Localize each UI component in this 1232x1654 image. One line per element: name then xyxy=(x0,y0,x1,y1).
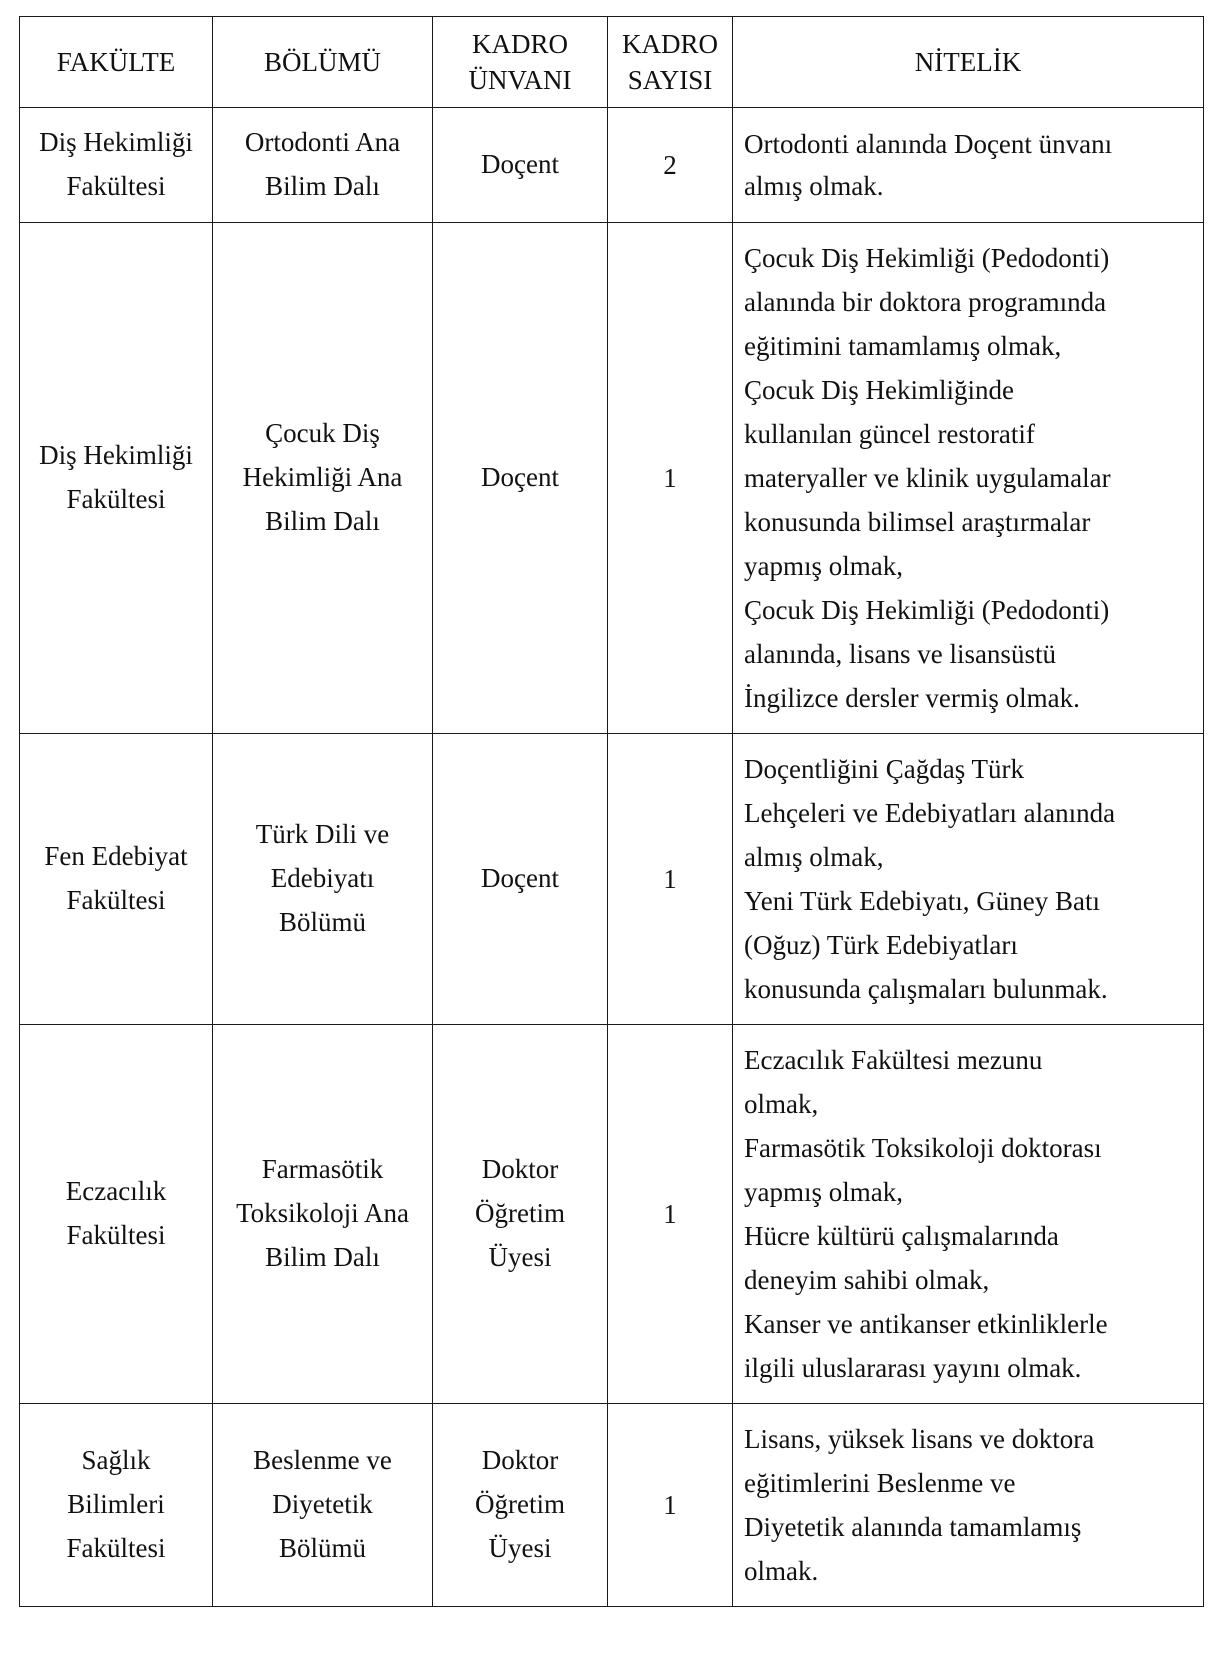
text-line: alanında, lisans ve lisansüstü xyxy=(744,639,1056,669)
text-line: Doçent xyxy=(481,863,559,893)
text-line: Çocuk Diş Hekimliği (Pedodonti) xyxy=(744,595,1110,625)
text-line: eğitimlerini Beslenme ve xyxy=(744,1468,1016,1498)
text-line: Doktor xyxy=(481,1445,559,1475)
header-kadro-unvani xyxy=(433,17,608,108)
cell-kadro-sayisi: 1 xyxy=(608,734,733,1025)
text-line: Diyetetik alanında tamamlamış xyxy=(744,1512,1082,1542)
text-line: Diş Hekimliği xyxy=(39,440,193,470)
text-line: ÜNVANI xyxy=(468,65,572,95)
cell-kadro-sayisi: 2 xyxy=(608,108,733,223)
text-line: olmak. xyxy=(744,1556,819,1586)
text-line: Üyesi xyxy=(488,1533,552,1563)
text-line: alanında bir doktora programında xyxy=(744,287,1107,317)
cell-fakulte xyxy=(20,734,213,1025)
text-line: Doçentliğini Çağdaş Türk xyxy=(744,754,1024,784)
text-line: konusunda bilimsel araştırmalar xyxy=(744,507,1091,537)
cell-kadro-unvani xyxy=(433,1404,608,1607)
text-line: (Oğuz) Türk Edebiyatları xyxy=(744,930,1018,960)
text-line: Çocuk Diş xyxy=(265,418,380,448)
text-line: konusunda çalışmaları bulunmak. xyxy=(744,974,1108,1004)
text-line: Diş Hekimliği xyxy=(39,127,193,157)
text-line: Türk Dili ve xyxy=(255,819,390,849)
text-line: Ortodonti alanında Doçent ünvanı xyxy=(744,129,1113,159)
text-line: Bölümü xyxy=(278,1533,366,1563)
text-line: Yeni Türk Edebiyatı, Güney Batı xyxy=(744,886,1100,916)
text-line: Öğretim xyxy=(475,1198,565,1228)
table-row xyxy=(20,223,1204,734)
text-line: Fakültesi xyxy=(66,885,166,915)
text-line: KADRO xyxy=(471,29,568,59)
kadro-table xyxy=(19,16,1204,1607)
text-line: Üyesi xyxy=(488,1242,552,1272)
cell-bolumu xyxy=(213,223,433,734)
text-line: Hekimliği Ana xyxy=(242,462,403,492)
text-line: Fakültesi xyxy=(66,1220,166,1250)
cell-kadro-unvani xyxy=(433,734,608,1025)
text-line: almış olmak. xyxy=(744,171,884,201)
text-line: Bilim Dalı xyxy=(265,171,380,201)
cell-nitelik xyxy=(733,223,1204,734)
cell-kadro-sayisi: 1 xyxy=(608,223,733,734)
cell-fakulte xyxy=(20,108,213,223)
text-line: yapmış olmak, xyxy=(744,1177,903,1207)
text-line: Lisans, yüksek lisans ve doktora xyxy=(744,1424,1095,1454)
text-line: Fakültesi xyxy=(66,171,166,201)
header-bolumu xyxy=(213,17,433,108)
text-line: NİTELİK xyxy=(914,47,1022,77)
text-line: Öğretim xyxy=(475,1489,565,1519)
text-line: olmak, xyxy=(744,1089,819,1119)
text-line: Eczacılık Fakültesi mezunu xyxy=(744,1045,1043,1075)
cell-kadro-sayisi: 1 xyxy=(608,1404,733,1607)
cell-kadro-sayisi: 1 xyxy=(608,1025,733,1404)
cell-fakulte xyxy=(20,1404,213,1607)
text-line: Farmasötik xyxy=(261,1154,384,1184)
text-line: Farmasötik Toksikoloji doktorası xyxy=(744,1133,1102,1163)
cell-nitelik xyxy=(733,1025,1204,1404)
text-line: Diyetetik xyxy=(272,1489,373,1519)
text-line: SAYISI xyxy=(627,65,713,95)
cell-kadro-unvani xyxy=(433,223,608,734)
cell-nitelik xyxy=(733,1404,1204,1607)
text-line: kullanılan güncel restoratif xyxy=(744,419,1035,449)
text-line: materyaller ve klinik uygulamalar xyxy=(744,463,1111,493)
table-row xyxy=(20,734,1204,1025)
text-line: KADRO xyxy=(621,29,718,59)
text-line: BÖLÜMÜ xyxy=(263,47,381,77)
text-line: Bilimleri xyxy=(67,1489,165,1519)
header-nitelik xyxy=(733,17,1204,108)
text-line: Çocuk Diş Hekimliğinde xyxy=(744,375,1014,405)
cell-kadro-unvani xyxy=(433,108,608,223)
text-line: Kanser ve antikanser etkinliklerle xyxy=(744,1309,1108,1339)
text-line: FAKÜLTE xyxy=(56,47,176,77)
cell-nitelik xyxy=(733,108,1204,223)
cell-fakulte xyxy=(20,1025,213,1404)
header-fakulte xyxy=(20,17,213,108)
text-line: Doçent xyxy=(481,462,559,492)
text-line: deneyim sahibi olmak, xyxy=(744,1265,990,1295)
text-line: Fakültesi xyxy=(66,484,166,514)
text-line: Çocuk Diş Hekimliği (Pedodonti) xyxy=(744,243,1110,273)
text-line: Doçent xyxy=(481,149,559,179)
text-line: Lehçeleri ve Edebiyatları alanında xyxy=(744,798,1116,828)
text-line: Fakültesi xyxy=(66,1533,166,1563)
cell-bolumu xyxy=(213,734,433,1025)
header-row xyxy=(20,17,1204,108)
text-line: Ortodonti Ana xyxy=(244,127,401,157)
cell-bolumu xyxy=(213,1025,433,1404)
text-line: Bölümü xyxy=(278,907,366,937)
cell-kadro-unvani xyxy=(433,1025,608,1404)
text-line: Beslenme ve xyxy=(253,1445,392,1475)
text-line: Bilim Dalı xyxy=(265,1242,380,1272)
text-line: İngilizce dersler vermiş olmak. xyxy=(744,683,1080,713)
text-line: Hücre kültürü çalışmalarında xyxy=(744,1221,1059,1251)
text-line: almış olmak, xyxy=(744,842,884,872)
text-line: Sağlık xyxy=(81,1445,151,1475)
table-row xyxy=(20,108,1204,223)
text-line: eğitimini tamamlamış olmak, xyxy=(744,331,1062,361)
table-row xyxy=(20,1404,1204,1607)
cell-bolumu xyxy=(213,108,433,223)
text-line: Toksikoloji Ana xyxy=(236,1198,409,1228)
cell-bolumu xyxy=(213,1404,433,1607)
text-line: Edebiyatı xyxy=(270,863,375,893)
text-line: Eczacılık xyxy=(65,1176,167,1206)
text-line: Doktor xyxy=(481,1154,559,1184)
text-line: Bilim Dalı xyxy=(265,506,380,536)
text-line: Fen Edebiyat xyxy=(44,841,188,871)
cell-nitelik xyxy=(733,734,1204,1025)
cell-fakulte xyxy=(20,223,213,734)
table-row xyxy=(20,1025,1204,1404)
header-kadro-sayisi xyxy=(608,17,733,108)
text-line: yapmış olmak, xyxy=(744,551,903,581)
text-line: ilgili uluslararası yayını olmak. xyxy=(744,1353,1082,1383)
